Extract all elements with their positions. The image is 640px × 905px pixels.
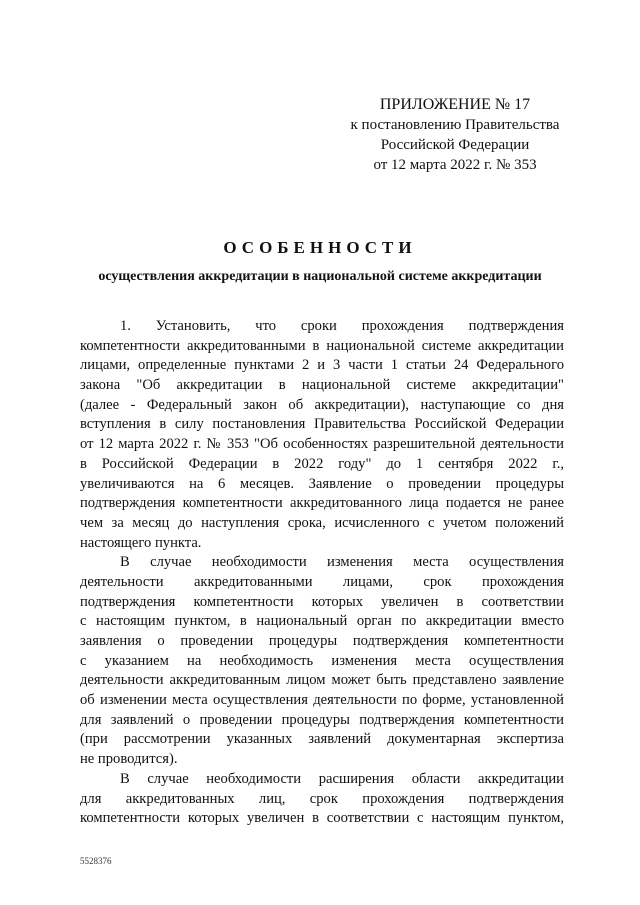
text-line: от 12 марта 2022 г. № 353 "Об особенностях разрешительной деятельности <box>80 436 564 453</box>
text-line: настоящего пункта. <box>80 534 202 551</box>
text-line: для аккредитованных лиц, срок прохождения подтверждения <box>80 790 564 807</box>
appendix-line-3: от 12 марта 2022 г. № 353 <box>373 157 537 173</box>
text-line: с настоящим пунктом, в национальный орган по аккредитации вместо <box>80 613 564 630</box>
text-line: (далее - Федеральный закон об аккредитации), наступающие со дня <box>80 396 564 413</box>
text-line: В случае необходимости расширения области аккредитации <box>120 770 564 787</box>
appendix-line-2: Российской Федерации <box>380 137 530 153</box>
paragraph-2 <box>80 553 564 770</box>
text-line: лицами, определенные пунктами 2 и 3 части 1 статьи 24 Федерального <box>80 357 564 374</box>
text-line: компетентности которых увеличен в соответствии с настоящим пунктом, <box>80 810 564 827</box>
text-line: чем за месяц до наступления срока, исчисленного с учетом положений <box>80 514 564 531</box>
text-line: компетентности аккредитованными в национальной системе аккредитации <box>80 337 564 354</box>
paragraph-3 <box>80 770 564 829</box>
appendix-header <box>330 95 580 175</box>
text-line: с указанием на необходимость изменения места осуществления <box>80 652 564 669</box>
text-line: деятельности аккредитованными лицами, срок прохождения <box>80 573 564 590</box>
text-line: вступления в силу постановления Правительства Российской Федерации <box>80 416 564 433</box>
text-line: в Российской Федерации в 2022 году" до 1 сентября 2022 г., <box>80 455 564 472</box>
paragraph-1 <box>80 317 564 553</box>
text-line: В случае необходимости изменения места осуществления <box>120 554 564 571</box>
text-line: не проводится). <box>80 751 178 768</box>
document-subtitle: осуществления аккредитации в национальной системе аккредитации <box>98 269 542 284</box>
text-line: (при рассмотрении указанных заявлений документарная экспертиза <box>80 731 564 748</box>
text-line: увеличиваются на 6 месяцев. Заявление о проведении процедуры <box>80 475 564 492</box>
appendix-line-1: к постановлению Правительства <box>350 117 560 133</box>
text-line: подтверждения компетентности которых увеличен в соответствии <box>80 593 564 610</box>
text-line: деятельности аккредитованным лицом может быть представлено заявление <box>80 672 564 689</box>
document-code: 5528376 <box>80 856 112 866</box>
text-line: подтверждения компетентности аккредитованного лица подается не ранее <box>80 495 564 512</box>
document-body <box>80 317 564 829</box>
text-line: закона "Об аккредитации в национальной системе аккредитации" <box>80 377 564 394</box>
text-line: заявления о проведении процедуры подтверждения компетентности <box>80 633 564 649</box>
text-line: об изменении места осуществления деятельности по форме, установленной <box>80 692 564 709</box>
text-line: для заявлений о проведении процедуры подтверждения компетентности <box>80 711 564 728</box>
appendix-title: ПРИЛОЖЕНИЕ № 17 <box>379 96 531 113</box>
document-title: ОСОБЕННОСТИ <box>223 238 417 257</box>
text-line: 1. Установить, что сроки прохождения подтверждения <box>120 318 564 334</box>
